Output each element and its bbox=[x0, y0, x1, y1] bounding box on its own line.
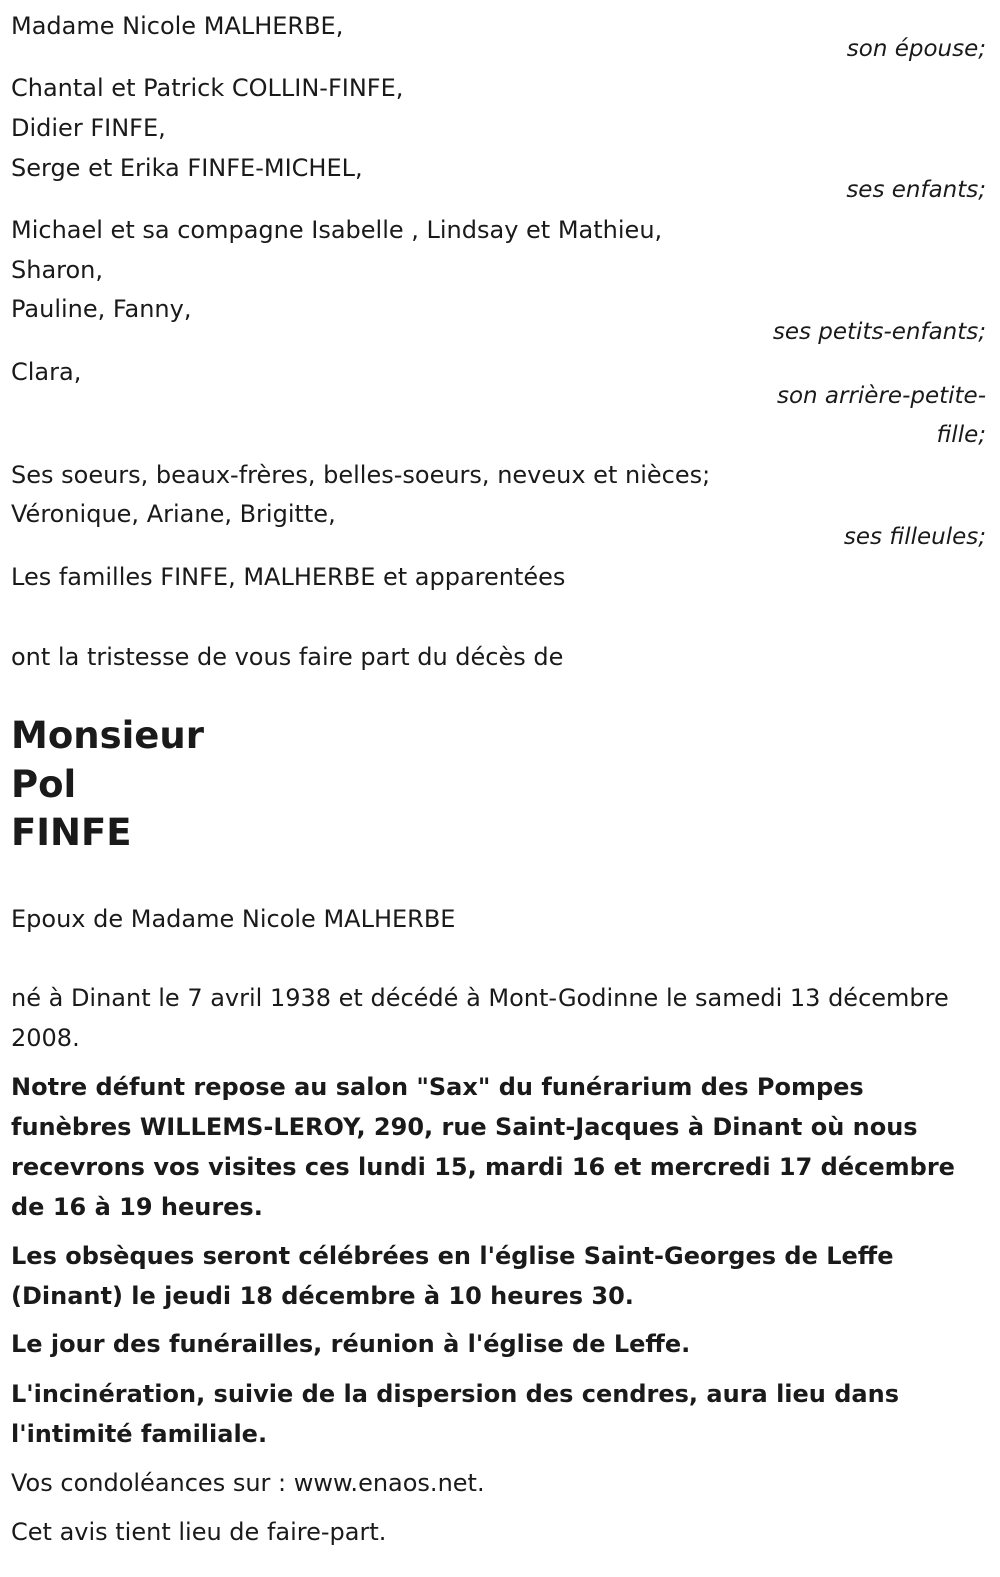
meeting-paragraph: Le jour des funérailles, réunion à l'église de Leffe. bbox=[11, 1330, 691, 1358]
siblings-line: Ses soeurs, beaux-frères, belles-soeurs, neveux et nièces; bbox=[11, 461, 711, 489]
great-grandchild-role-line1: son arrière-petite- bbox=[776, 383, 986, 409]
cremation-paragraph: L'incinération, suivie de la dispersion des cendres, aura lieu dans l'intimité familiale. bbox=[11, 1380, 899, 1448]
birth-death-paragraph: né à Dinant le 7 avril 1938 et décédé à Mont-Godinne le samedi 13 décembre 2008. bbox=[11, 984, 949, 1052]
child-name: Serge et Erika FINFE-MICHEL, bbox=[11, 154, 363, 182]
great-grandchild-name: Clara, bbox=[11, 358, 82, 386]
deceased-title: Monsieur bbox=[11, 714, 204, 757]
child-name: Chantal et Patrick COLLIN-FINFE, bbox=[11, 74, 404, 102]
condolences-line: Vos condoléances sur : www.enaos.net. bbox=[11, 1469, 485, 1497]
grandchild-name: Pauline, Fanny, bbox=[11, 295, 192, 323]
goddaughter-names: Véronique, Ariane, Brigitte, bbox=[11, 500, 336, 528]
spouse-role: son épouse; bbox=[846, 36, 986, 62]
deceased-first-name: Pol bbox=[11, 763, 77, 806]
grandchild-name: Michael et sa compagne Isabelle , Lindsay et Mathieu, bbox=[11, 216, 663, 244]
visitation-paragraph: Notre défunt repose au salon "Sax" du funérarium des Pompes funèbres WILLEMS-LEROY, 290, rue Saint-Jacques à Dinant où nous recevrons vos visites ces lundi 15, mardi 16 et mercredi 17 décembre de 16 à 19 heures. bbox=[11, 1073, 955, 1221]
child-name: Didier FINFE, bbox=[11, 114, 166, 142]
families-line: Les familles FINFE, MALHERBE et apparentées bbox=[11, 563, 566, 591]
grandchildren-role: ses petits-enfants; bbox=[772, 319, 986, 345]
notice-line: Cet avis tient lieu de faire-part. bbox=[11, 1518, 387, 1546]
announcement-line: ont la tristesse de vous faire part du décès de bbox=[11, 643, 564, 671]
spouse-name: Madame Nicole MALHERBE, bbox=[11, 12, 344, 40]
children-role: ses enfants; bbox=[846, 177, 986, 203]
goddaughters-role: ses filleules; bbox=[843, 524, 986, 550]
grandchild-name: Sharon, bbox=[11, 256, 104, 284]
funeral-paragraph: Les obsèques seront célébrées en l'église Saint-Georges de Leffe (Dinant) le jeudi 18 décembre à 10 heures 30. bbox=[11, 1242, 894, 1310]
great-grandchild-role-line2: fille; bbox=[936, 422, 986, 448]
deceased-last-name: FINFE bbox=[11, 811, 132, 854]
spouse-of-line: Epoux de Madame Nicole MALHERBE bbox=[11, 905, 456, 933]
